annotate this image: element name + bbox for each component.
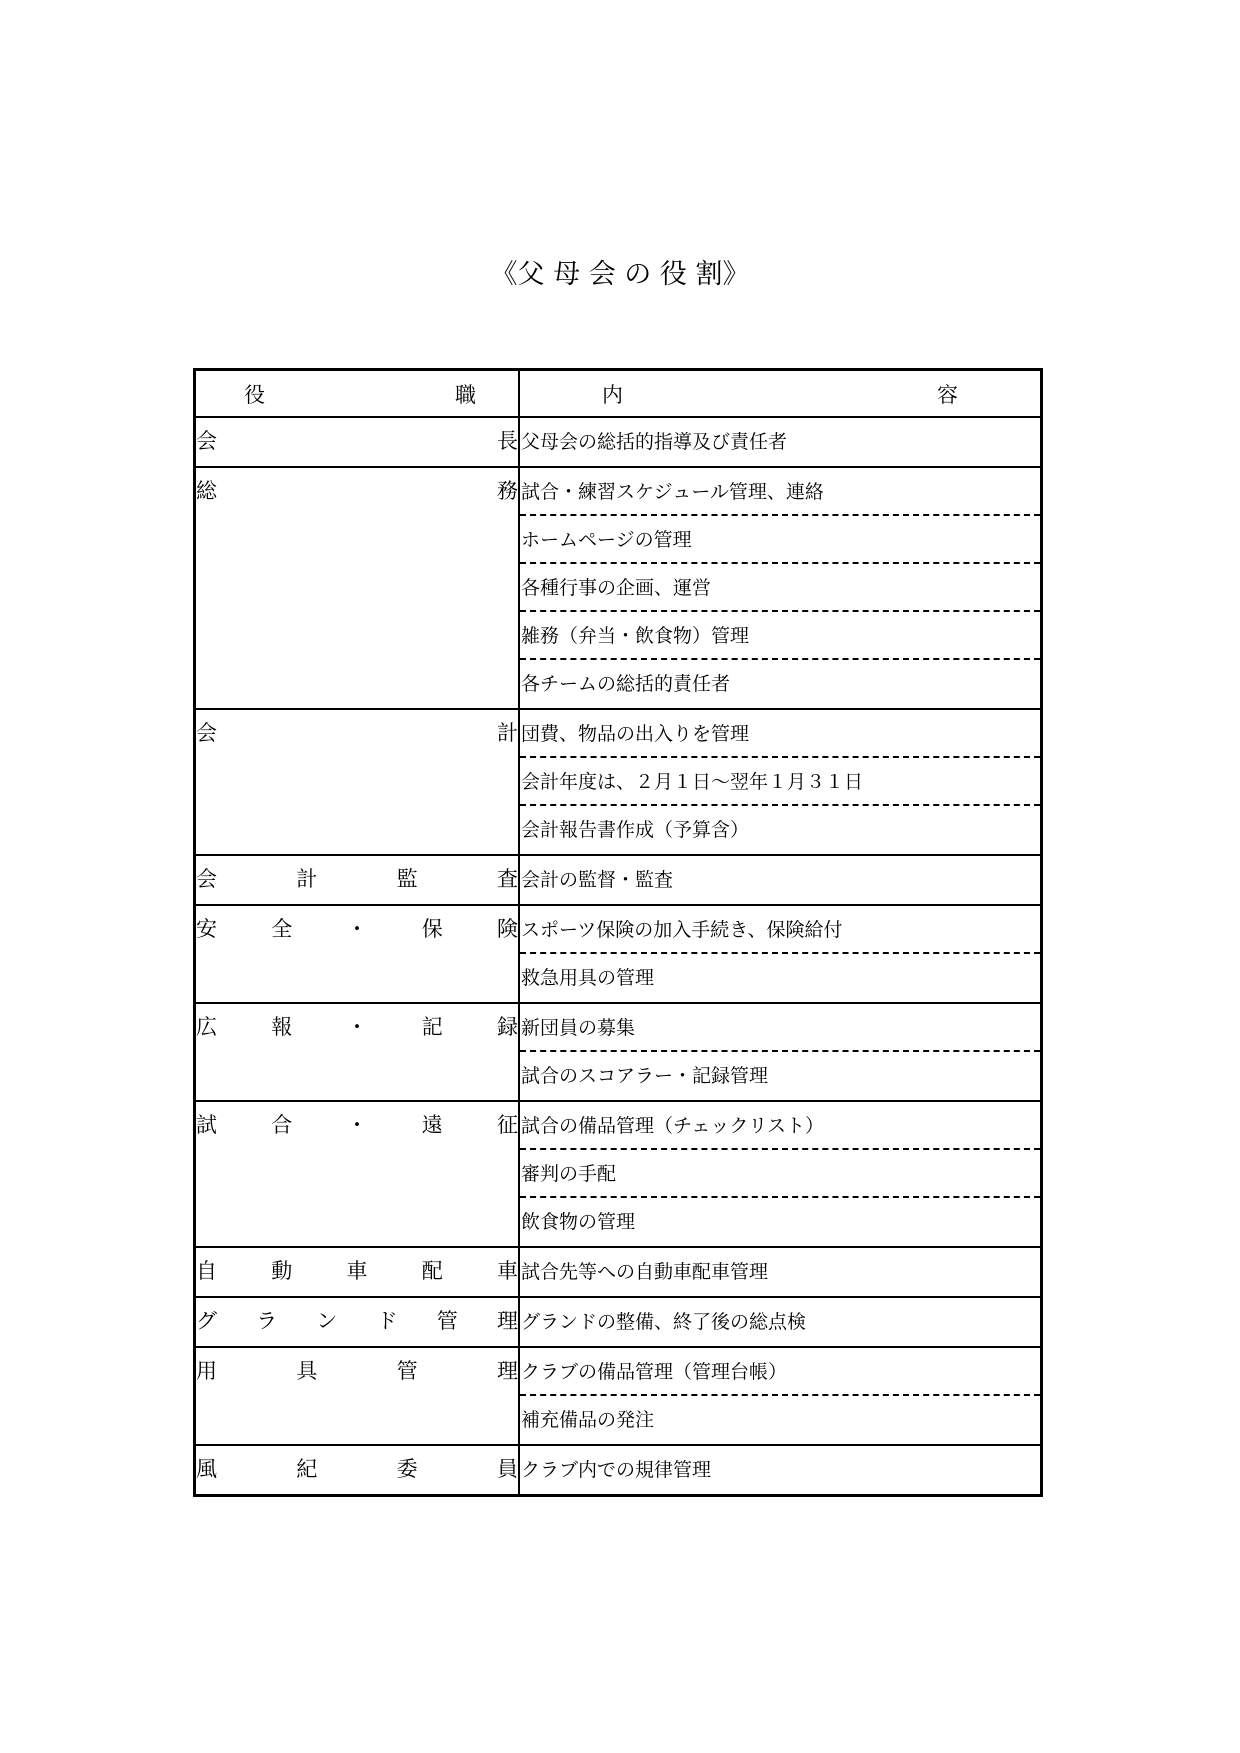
role-cell xyxy=(196,710,520,854)
role-char: ・ xyxy=(346,1113,368,1137)
header-content-char: 容 xyxy=(937,382,958,407)
duty-item: 各チームの総括的責任者 xyxy=(521,673,731,695)
role-char: 理 xyxy=(496,1309,518,1333)
table-row xyxy=(196,1348,1040,1446)
duty-item: 父母会の総括的指導及び責任者 xyxy=(521,431,788,453)
duty-item: クラブの備品管理（管理台帳） xyxy=(520,1348,1040,1396)
role-cell xyxy=(196,1298,520,1346)
role-char: 険 xyxy=(497,917,518,941)
role-char: 監 xyxy=(396,867,418,891)
duties-cell xyxy=(520,856,1040,904)
duties-cell xyxy=(520,710,1040,854)
roles-table xyxy=(193,368,1043,1497)
page-title xyxy=(0,252,1240,291)
role-char: 試 xyxy=(196,1113,217,1137)
role-char: 会 xyxy=(196,721,217,745)
role-char: 総 xyxy=(196,479,217,503)
role-char: 遠 xyxy=(421,1113,443,1137)
role-char: 査 xyxy=(496,867,518,891)
duties-cell xyxy=(520,468,1040,708)
duties-cell xyxy=(520,1446,1040,1494)
duty-item: クラブ内での規律管理 xyxy=(521,1459,712,1481)
role-char: ・ xyxy=(346,917,368,941)
role-char: 員 xyxy=(496,1457,518,1481)
table-row xyxy=(196,468,1040,710)
role-char: 自 xyxy=(196,1259,217,1283)
table-row xyxy=(196,418,1040,468)
role-char: ン xyxy=(316,1309,338,1333)
role-char: 用 xyxy=(196,1359,217,1383)
role-char: 全 xyxy=(271,917,293,941)
role-cell xyxy=(196,906,520,1002)
duties-cell xyxy=(520,418,1040,466)
duty-item: 各種行事の企画、運営 xyxy=(520,564,1040,612)
role-cell xyxy=(196,1446,520,1494)
role-char: 録 xyxy=(497,1015,518,1039)
duty-item: 会計の監督・監査 xyxy=(521,869,674,891)
role-char: 安 xyxy=(196,917,217,941)
role-char: 動 xyxy=(271,1259,293,1283)
table-row xyxy=(196,1298,1040,1348)
role-char: ラ xyxy=(256,1309,278,1333)
duty-item: グランドの整備、終了後の総点検 xyxy=(521,1311,807,1333)
role-char: 計 xyxy=(296,867,318,891)
role-char: 車 xyxy=(497,1259,518,1283)
role-char: 長 xyxy=(497,429,518,453)
role-cell xyxy=(196,1102,520,1246)
role-char: 会 xyxy=(196,429,217,453)
role-cell xyxy=(196,856,520,904)
duty-item: 新団員の募集 xyxy=(520,1004,1040,1052)
role-char: 配 xyxy=(421,1259,443,1283)
role-char: ・ xyxy=(346,1015,368,1039)
role-cell xyxy=(196,418,520,466)
role-char: 記 xyxy=(421,1015,443,1039)
duties-cell xyxy=(520,1102,1040,1246)
header-role-char: 役 xyxy=(244,382,265,407)
duty-item: 試合・練習スケジュール管理、連絡 xyxy=(520,468,1040,516)
role-char: 紀 xyxy=(296,1457,318,1481)
table-row xyxy=(196,1004,1040,1102)
duty-item: スポーツ保険の加入手続き、保険給付 xyxy=(520,906,1040,954)
role-char: 保 xyxy=(421,917,443,941)
duty-item: 審判の手配 xyxy=(520,1150,1040,1198)
table-row xyxy=(196,1102,1040,1248)
duty-item: 飲食物の管理 xyxy=(521,1211,636,1233)
role-char: 管 xyxy=(436,1309,458,1333)
table-row xyxy=(196,856,1040,906)
table-header xyxy=(196,371,1040,418)
duty-item: 雑務（弁当・飲食物）管理 xyxy=(520,612,1040,660)
role-char: ド xyxy=(376,1309,398,1333)
duties-cell xyxy=(520,1248,1040,1296)
role-char: 計 xyxy=(497,721,518,745)
role-cell xyxy=(196,1248,520,1296)
role-char: 報 xyxy=(271,1015,293,1039)
role-char: 征 xyxy=(497,1113,518,1137)
title-text: 《父 母 会 の 役 割》 xyxy=(490,259,750,290)
role-char: 車 xyxy=(346,1259,368,1283)
role-char: 合 xyxy=(271,1113,293,1137)
role-char: グ xyxy=(196,1309,217,1333)
role-char: 風 xyxy=(196,1457,217,1481)
table-row xyxy=(196,1248,1040,1298)
table-row xyxy=(196,710,1040,856)
duty-item: 会計報告書作成（予算含） xyxy=(521,819,750,841)
duty-item: 会計年度は、２月１日～翌年１月３１日 xyxy=(520,758,1040,806)
duties-cell xyxy=(520,1298,1040,1346)
duty-item: ホームページの管理 xyxy=(520,516,1040,564)
table-row xyxy=(196,1446,1040,1494)
role-cell xyxy=(196,1348,520,1444)
header-content xyxy=(520,371,1040,416)
duty-item: 団費、物品の出入りを管理 xyxy=(520,710,1040,758)
duties-cell xyxy=(520,906,1040,1002)
role-char: 会 xyxy=(196,867,217,891)
role-char: 管 xyxy=(396,1359,418,1383)
role-char: 具 xyxy=(296,1359,318,1383)
duties-cell xyxy=(520,1004,1040,1100)
role-char: 理 xyxy=(496,1359,518,1383)
role-cell xyxy=(196,468,520,708)
table-row xyxy=(196,906,1040,1004)
duty-item: 試合先等への自動車配車管理 xyxy=(521,1261,769,1283)
duty-item: 救急用具の管理 xyxy=(521,967,655,989)
role-char: 広 xyxy=(196,1015,217,1039)
duty-item: 補充備品の発注 xyxy=(521,1409,655,1431)
duties-cell xyxy=(520,1348,1040,1444)
role-cell xyxy=(196,1004,520,1100)
header-role xyxy=(196,371,520,416)
header-role-char: 職 xyxy=(455,382,476,407)
header-content-char: 内 xyxy=(602,382,623,407)
role-char: 務 xyxy=(497,479,518,503)
duty-item: 試合の備品管理（チェックリスト） xyxy=(520,1102,1040,1150)
role-char: 委 xyxy=(396,1457,418,1481)
duty-item: 試合のスコアラー・記録管理 xyxy=(521,1065,769,1087)
table-body xyxy=(196,418,1040,1494)
